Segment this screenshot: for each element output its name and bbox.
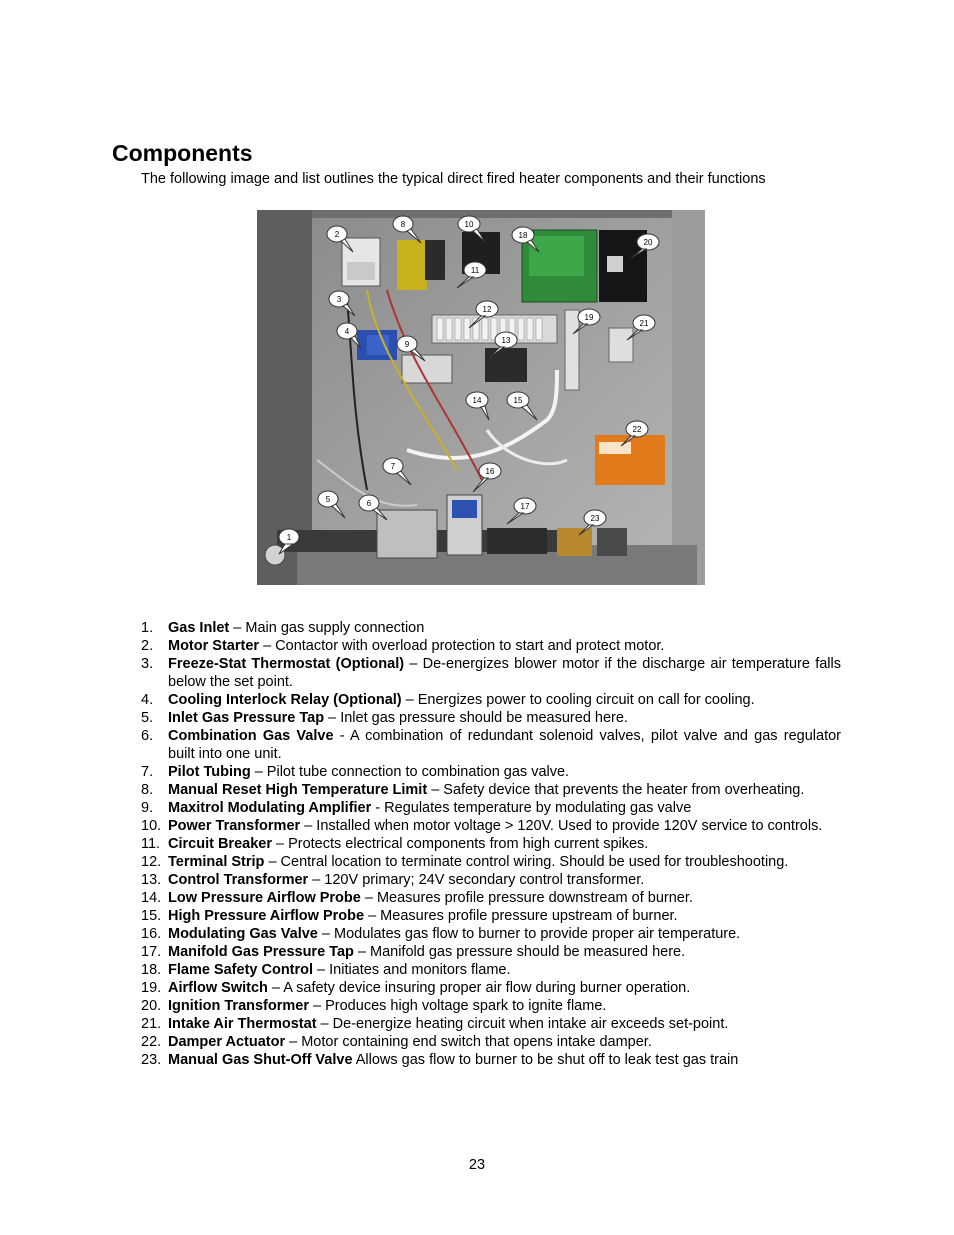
- list-item: 11. Circuit Breaker – Protects electrical components from high current spikes.: [141, 836, 649, 852]
- list-item: 2. Motor Starter – Contactor with overload protection to start and protect motor.: [141, 638, 665, 654]
- intro-text: The following image and list outlines the typical direct fired heater components and their functions: [141, 171, 766, 187]
- svg-text:19: 19: [584, 313, 594, 322]
- list-item: 9. Maxitrol Modulating Amplifier - Regulates temperature by modulating gas valve: [141, 800, 692, 816]
- svg-text:13: 13: [501, 336, 511, 345]
- heater-components-photo: [257, 210, 705, 585]
- list-item: 5. Inlet Gas Pressure Tap – Inlet gas pressure should be measured here.: [141, 710, 628, 726]
- components-list: [141, 619, 841, 1069]
- svg-text:7: 7: [390, 462, 396, 471]
- svg-text:22: 22: [632, 425, 642, 434]
- list-item: 1. Gas Inlet – Main gas supply connection: [141, 620, 425, 636]
- page-heading: Components: [112, 140, 253, 166]
- svg-text:23: 23: [590, 514, 600, 523]
- svg-text:18: 18: [518, 231, 528, 240]
- list-item: 7. Pilot Tubing – Pilot tube connection to combination gas valve.: [141, 764, 570, 780]
- svg-text:1: 1: [286, 533, 292, 542]
- svg-text:16: 16: [485, 467, 495, 476]
- list-item: 4. Cooling Interlock Relay (Optional) – Energizes power to cooling circuit on call for cooling.: [141, 692, 755, 708]
- list-item: 21. Intake Air Thermostat – De-energize heating circuit when intake air exceeds set-point.: [141, 1016, 729, 1032]
- list-item: 12. Terminal Strip – Central location to terminate control wiring. Should be used for troubleshooting.: [141, 854, 789, 870]
- svg-text:20: 20: [643, 238, 653, 247]
- svg-text:2: 2: [334, 230, 340, 239]
- list-item: 14. Low Pressure Airflow Probe – Measures profile pressure downstream of burner.: [141, 890, 693, 906]
- svg-text:21: 21: [639, 319, 649, 328]
- svg-text:11: 11: [470, 266, 480, 275]
- svg-text:3: 3: [336, 295, 342, 304]
- list-item: 3. Freeze-Stat Thermostat (Optional) – De-energizes blower motor if the discharge air temperature falls below the set point.: [141, 656, 841, 690]
- list-item: 19. Airflow Switch – A safety device insuring proper air flow during burner operation.: [141, 980, 691, 996]
- svg-text:9: 9: [404, 340, 410, 349]
- svg-text:17: 17: [520, 502, 530, 511]
- list-item: 17. Manifold Gas Pressure Tap – Manifold gas pressure should be measured here.: [141, 944, 686, 960]
- svg-text:10: 10: [464, 220, 474, 229]
- list-item: 20. Ignition Transformer – Produces high voltage spark to ignite flame.: [141, 998, 607, 1014]
- svg-text:15: 15: [513, 396, 523, 405]
- list-item: 6. Combination Gas Valve - A combination of redundant solenoid valves, pilot valve and gas regulator built into one unit.: [141, 728, 841, 762]
- svg-text:5: 5: [325, 495, 331, 504]
- list-item: 15. High Pressure Airflow Probe – Measures profile pressure upstream of burner.: [141, 908, 678, 924]
- svg-text:6: 6: [366, 499, 372, 508]
- list-item: 23. Manual Gas Shut-Off Valve Allows gas flow to burner to be shut off to leak test gas train: [141, 1052, 739, 1068]
- svg-text:14: 14: [472, 396, 482, 405]
- page-number: 23: [468, 1157, 486, 1173]
- list-item: 13. Control Transformer – 120V primary; 24V secondary control transformer.: [141, 872, 645, 888]
- svg-text:12: 12: [482, 305, 492, 314]
- list-item: 8. Manual Reset High Temperature Limit – Safety device that prevents the heater from overheating.: [141, 782, 805, 798]
- svg-text:8: 8: [400, 220, 406, 229]
- list-item: 18. Flame Safety Control – Initiates and monitors flame.: [141, 962, 511, 978]
- svg-text:4: 4: [344, 327, 350, 336]
- list-item: 22. Damper Actuator – Motor containing end switch that opens intake damper.: [141, 1034, 652, 1050]
- list-item: 10. Power Transformer – Installed when motor voltage > 120V. Used to provide 120V service to controls.: [141, 818, 823, 834]
- list-item: 16. Modulating Gas Valve – Modulates gas flow to burner to provide proper air temperature.: [141, 926, 741, 942]
